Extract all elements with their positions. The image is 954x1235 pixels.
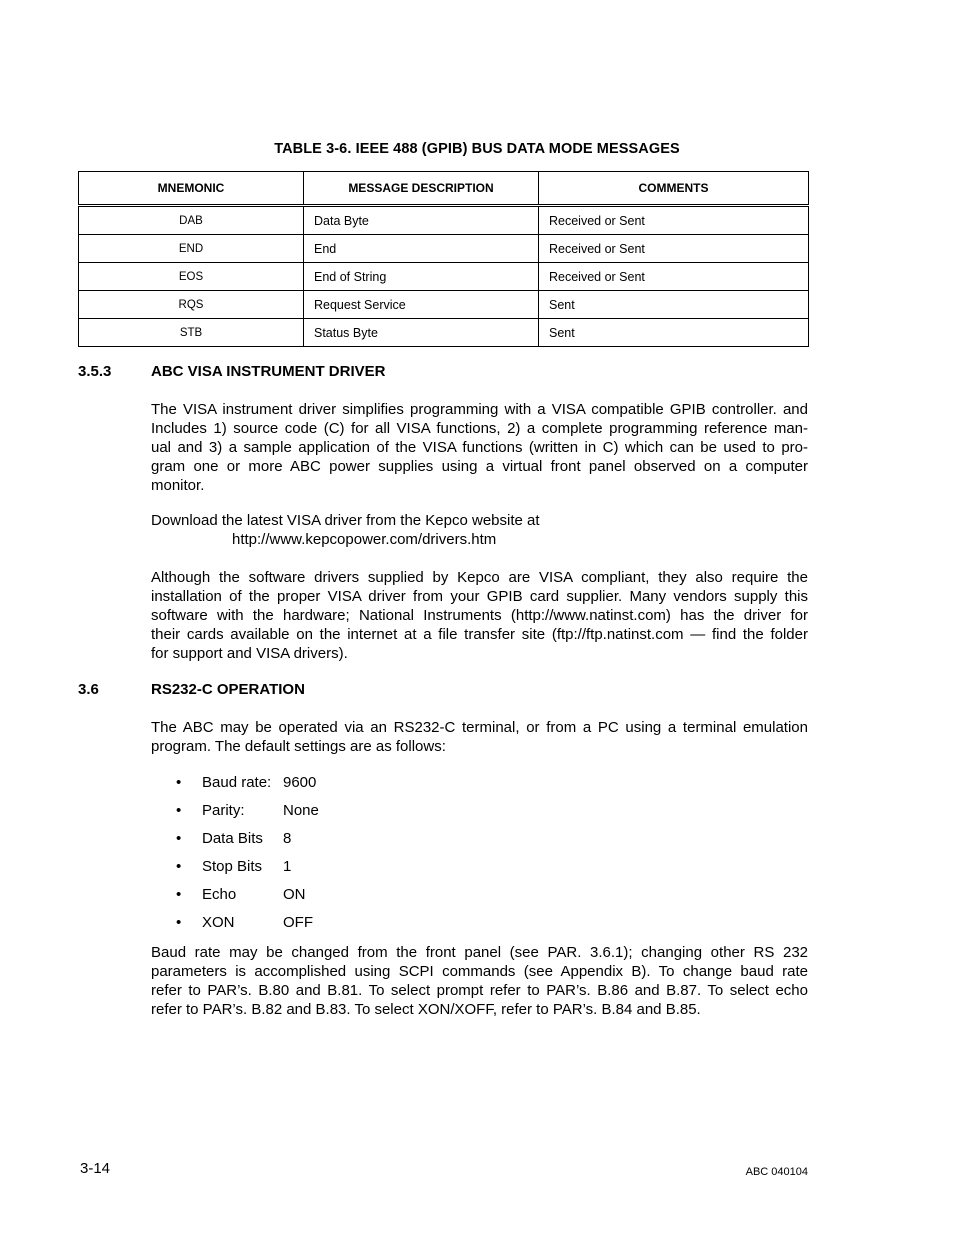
section-heading-3-6 — [78, 681, 778, 701]
cell-comments: Sent — [539, 319, 809, 347]
paragraph-line: The ABC may be operated via an RS232-C terminal, or from a PC using a terminal emulation — [151, 719, 808, 736]
cell-description: End of String — [304, 263, 539, 291]
paragraph-line: program. The default settings are as follows: — [151, 738, 446, 755]
visa-compliance-paragraph — [151, 568, 808, 663]
setting-label: Parity: — [202, 802, 245, 819]
section-number: 3.5.3 — [78, 363, 112, 380]
cell-description: End — [304, 235, 539, 263]
bullet-icon: • — [176, 914, 182, 931]
cell-mnemonic: EOS — [79, 263, 304, 291]
cell-description: Status Byte — [304, 319, 539, 347]
section-title: RS232-C OPERATION — [151, 681, 305, 698]
rs232-intro-paragraph — [151, 718, 808, 756]
paragraph-line: Although the software drivers supplied by Kepco are VISA compliant, they also require the — [151, 569, 808, 586]
paragraph-line: The VISA instrument driver simplifies programming with a VISA compatible GPIB controller. and — [151, 401, 808, 418]
bullet-icon: • — [176, 830, 182, 847]
cell-mnemonic: RQS — [79, 291, 304, 319]
table-row — [79, 235, 809, 263]
table-header-row — [79, 172, 809, 206]
setting-value: None — [283, 802, 319, 819]
page-number: 3-14 — [80, 1160, 111, 1177]
paragraph-line: refer to PAR’s. B.80 and B.81. To select prompt refer to PAR’s. B.86 and B.87. To select echo — [151, 982, 808, 999]
setting-label: Echo — [202, 886, 237, 903]
section-heading-3-5-3 — [78, 363, 778, 383]
column-header-comments: COMMENTS — [539, 172, 809, 206]
table-row — [79, 319, 809, 347]
paragraph-line: monitor. — [151, 477, 205, 494]
setting-value: OFF — [283, 914, 313, 931]
paragraph-line: Includes 1) source code (C) for all VISA functions, 2) a complete programming reference man- — [151, 420, 808, 437]
section-title: ABC VISA INSTRUMENT DRIVER — [151, 363, 386, 380]
table-row — [79, 206, 809, 235]
cell-mnemonic: END — [79, 235, 304, 263]
paragraph-line: their cards available on the internet at a file transfer site (ftp://ftp.natinst.com — find the folder — [151, 626, 808, 643]
column-header-description: MESSAGE DESCRIPTION — [304, 172, 539, 206]
table-row — [79, 263, 809, 291]
setting-value: 9600 — [283, 774, 317, 791]
bullet-icon: • — [176, 802, 182, 819]
paragraph-line: Baud rate may be changed from the front panel (see PAR. 3.6.1); changing other RS 232 — [151, 944, 808, 961]
download-url-link[interactable]: http://www.kepcopower.com/drivers.htm — [232, 531, 497, 548]
section-number: 3.6 — [78, 681, 99, 698]
bullet-icon: • — [176, 858, 182, 875]
table-title: TABLE 3-6. IEEE 488 (GPIB) BUS DATA MODE MESSAGES — [274, 141, 680, 157]
baud-rate-paragraph — [151, 943, 808, 1019]
paragraph-line: gram one or more ABC power supplies using a virtual front panel observed on a computer — [151, 458, 808, 475]
visa-driver-paragraph — [151, 400, 808, 495]
document-code: ABC 040104 — [745, 1166, 808, 1178]
cell-description: Request Service — [304, 291, 539, 319]
bullet-icon: • — [176, 774, 182, 791]
paragraph-line: software with the hardware; National Instruments (http://www.natinst.com) has the driver for — [151, 607, 808, 624]
gpib-messages-table — [78, 171, 809, 347]
download-instruction: Download the latest VISA driver from the Kepco website at — [151, 512, 540, 529]
setting-label: Data Bits — [202, 830, 263, 847]
paragraph-line: refer to PAR’s. B.82 and B.83. To select XON/XOFF, refer to PAR’s. B.84 and B.85. — [151, 1001, 701, 1018]
setting-label: Baud rate: — [202, 774, 272, 791]
paragraph-line: for support and VISA drivers). — [151, 645, 348, 662]
paragraph-line: installation of the proper VISA driver from your GPIB card supplier. Many vendors supply this — [151, 588, 808, 605]
cell-comments: Received or Sent — [539, 206, 809, 235]
setting-label: Stop Bits — [202, 858, 263, 875]
column-header-mnemonic: MNEMONIC — [79, 172, 304, 206]
cell-description: Data Byte — [304, 206, 539, 235]
table-row — [79, 291, 809, 319]
paragraph-line: parameters is accomplished using SCPI commands (see Appendix B). To change baud rate — [151, 963, 808, 980]
setting-value: ON — [283, 886, 306, 903]
cell-comments: Received or Sent — [539, 263, 809, 291]
bullet-icon: • — [176, 886, 182, 903]
cell-mnemonic: DAB — [79, 206, 304, 235]
cell-mnemonic: STB — [79, 319, 304, 347]
cell-comments: Received or Sent — [539, 235, 809, 263]
setting-value: 8 — [283, 830, 292, 847]
setting-label: XON — [202, 914, 235, 931]
cell-comments: Sent — [539, 291, 809, 319]
setting-value: 1 — [283, 858, 292, 875]
paragraph-line: ual and 3) a sample application of the VISA functions (written in C) which can be used to pro- — [151, 439, 808, 456]
